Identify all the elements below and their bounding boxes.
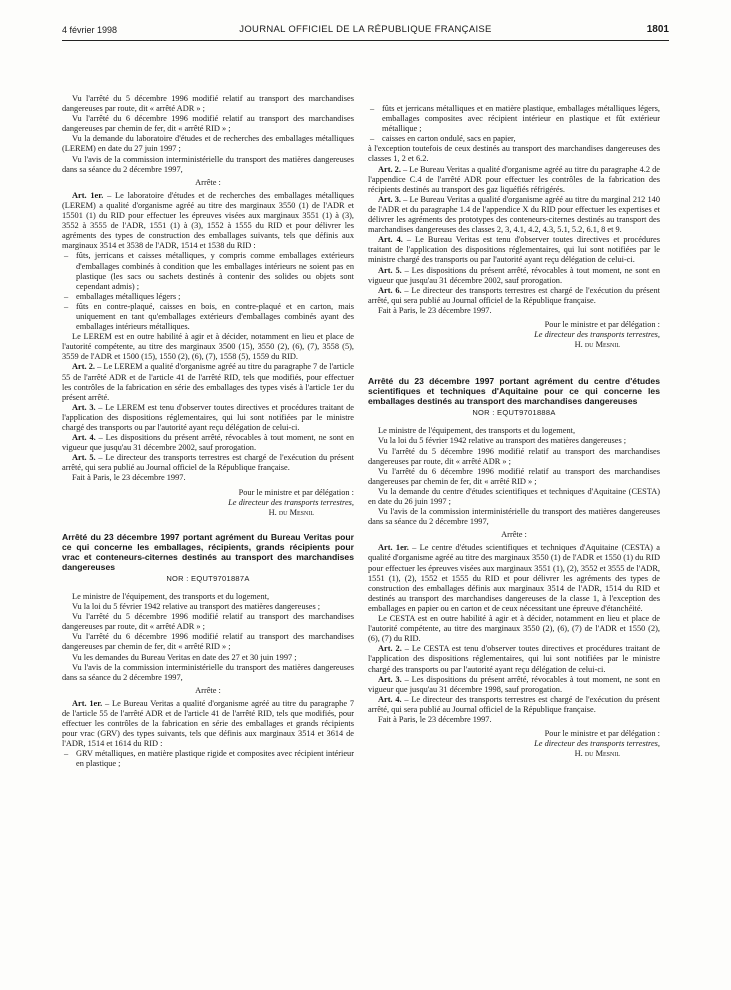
- article-label: Art. 3.: [378, 194, 401, 204]
- article-1: Art. 1er. – Le laboratoire d'études et de recherches des emballages métalliques (LEREM) a qualité d'organisme agréé au titre des marginaux 3550 (1) de l'ADR et 15501 (1) du RID pour effectuer les épreuves visées aux marginaux 3551 (1) à (3), 3552 à 3555 de l'ADR, 1551 (1) à (3), 1552 à 1555 du RID et pour délivrer les agréments des types de construction des emballages suivants, tels que définis aux marginaux 3514 et 3538 de l'ADR, 1514 et 1538 du RID :: [62, 190, 355, 251]
- article-label: Art. 5.: [72, 453, 96, 463]
- article-label: Art. 3.: [72, 402, 96, 412]
- nor-reference: NOR : EQUT9701888A: [472, 408, 556, 418]
- visa: Vu l'arrêté du 5 décembre 1996 modifié relatif au transport des marchandises dangereuses par route, dit « arrêté ADR » ;: [62, 94, 354, 114]
- right-column: [368, 104, 660, 759]
- article-label: Art. 2.: [72, 362, 95, 372]
- list-item: – fûts et jerricans métalliques et en matière plastique, emballages métalliques légers, emballages composites avec récipient intérieur en plastique et fût extérieur métallique ;: [368, 104, 660, 134]
- visa: Vu la demande du centre d'études scientifiques et techniques d'Aquitaine (CESTA) en date du 26 juin 1997 ;: [368, 486, 660, 506]
- decree-title: Arrêté du 23 décembre 1997 portant agrément du Bureau Veritas pour ce qui concerne les emballages, récipients, grands récipients pour vrac et conteneurs-citernes destinés au transport des marchandises dangereuses: [62, 531, 354, 572]
- packaging-list: [62, 251, 354, 332]
- preamble: Le ministre de l'équipement, des transports et du logement,: [378, 426, 576, 436]
- visa: Vu l'avis de la commission interministérielle du transport des matières dangereuses dans sa séance du 2 décembre 1997,: [62, 662, 354, 682]
- arrete-heading: Arrête :: [195, 177, 221, 187]
- article-2: Art. 2. – Le CESTA est tenu d'observer toutes directives et procédures traitant de l'application des dispositions réglementaires, qui lui sont notifiées par le ministre chargé des transports ou par l'autorité ayant reçu délégation de celui-ci.: [368, 644, 661, 674]
- fait-a-paris: Fait à Paris, le 23 décembre 1997.: [72, 473, 186, 483]
- article-6: Art. 6. – Le directeur des transports terrestres est chargé de l'exécution du présent arrêté, qui sera publié au Journal officiel de la République française.: [368, 285, 660, 305]
- article-label: Art. 1er.: [72, 698, 103, 708]
- journal-title: JOURNAL OFFICIEL DE LA RÉPUBLIQUE FRANÇAISE: [239, 24, 492, 35]
- page-header: [62, 22, 669, 38]
- preamble: Le ministre de l'équipement, des transports et du logement,: [72, 591, 270, 601]
- article-1: Art. 1er. – Le Bureau Veritas a qualité d'organisme agréé au titre du paragraphe 7 de l'article 55 de l'arrêté ADR et de l'article 41 de l'arrêté RID, tels que modifiés, pour effectuer les contrôles de la fabrication en série des emballages et grands récipients pour vrac (GRV) des types suivants, tels que définis aux marginaux 3514 et 3614 de l'ADR, 1514 et 1614 du RID :: [62, 698, 354, 749]
- article-3: Art. 3. – Le Bureau Veritas a qualité d'organisme agréé au titre du marginal 212 140 de l'ADR et du paragraphe 1.4 de l'appendice X du RID pour effectuer les expertises et délivrer les agréments des prototypes des conteneurs-citernes destinés au transport des marchandises dangereuses des classes 2, 3, 4.1, 4.2, 4.3, 5.1, 5.2, 6.1, 8 et 9.: [368, 194, 661, 235]
- header-rule: [62, 40, 669, 41]
- article-label: Art. 4.: [378, 235, 403, 245]
- visa: Vu l'arrêté du 6 décembre 1996 modifié relatif au transport des marchandises dangereuses par chemin de fer, dit « arrêté RID » ;: [62, 632, 354, 652]
- decree-title: Arrêté du 23 décembre 1997 portant agrément du centre d'études scientifiques et techniques d'Aquitaine pour ce qui concerne les emballages destinés au transport des marchandises dangereuses: [368, 376, 660, 407]
- arrete-heading: Arrête :: [195, 685, 221, 695]
- visa: Vu la demande du laboratoire d'études et de recherches des emballages métalliques (LEREM) en date du 27 juin 1997 ;: [62, 134, 354, 154]
- packaging-list: [368, 104, 660, 144]
- visa: Vu l'arrêté du 5 décembre 1996 modifié relatif au transport des marchandises dangereuses par route, dit « arrêté ADR » ;: [62, 612, 354, 632]
- article-1: Art. 1er. – Le centre d'études scientifiques et techniques d'Aquitaine (CESTA) a qualité d'organisme agréé au titre des marginaux 3550 (1) de l'ADR et 1550 (1) du RID pour effectuer les épreuves visées aux marginaux 3551 (1), (2), 3552 et 3555 de l'ADR, 1551 (1), (2), 1552 et 1555 du RID et pour délivrer les agréments des types de construction des emballages définis aux marginaux 3514 de l'ADR, 1514 du RID et destinés au transport des marchandises dangereuses de la classe 1, à l'exception des emballages en papier ou en carton et de ceux nécessitant une épreuve d'étanchéité.: [368, 543, 660, 613]
- list-item: – GRV métalliques, en matière plastique rigide et composites avec récipient intérieur en plastique ;: [62, 749, 354, 769]
- visa: Vu l'arrêté du 6 décembre 1996 modifié relatif au transport des marchandises dangereuses par chemin de fer, dit « arrêté RID » ;: [62, 114, 354, 134]
- list-item: – caisses en carton ondulé, sacs en papier,: [368, 134, 660, 144]
- article-3: Art. 3. – Les dispositions du présent arrêté, révocables à tout moment, ne sont en vigueur que jusqu'au 31 décembre 1998, sauf prorogation.: [368, 674, 660, 694]
- article-2: Art. 2. – Le LEREM a qualité d'organisme agréé au titre du paragraphe 7 de l'article 55 de l'arrêté ADR et de l'article 41 de l'arrêté RID, tels que modifiés, pour effectuer les contrôles de la fabrication en série des emballages des types visés à l'article 1er du présent arrêté.: [62, 362, 355, 402]
- article-5: Art. 5. – Le directeur des transports terrestres est chargé de l'exécution du présent arrêté, qui sera publié au Journal officiel de la République française.: [62, 453, 354, 473]
- article-label: Art. 1er.: [378, 543, 409, 553]
- visa: Vu la loi du 5 février 1942 relative au transport des matières dangereuses ;: [72, 602, 321, 612]
- visa: Vu l'arrêté du 6 décembre 1996 modifié relatif au transport des marchandises dangereuses par chemin de fer, dit « arrêté RID » ;: [368, 466, 660, 486]
- article-label: Art. 2.: [378, 644, 402, 654]
- list-item: – fûts, jerricans et caisses métalliques, y compris comme emballages extérieurs d'emballages combinés à condition que les emballages intérieurs ne soient pas en plastique (les sacs ou sachets destinés à contenir des solides ou objets sont cependant admis) ;: [62, 251, 354, 291]
- lerem-paragraph: Le LEREM est en outre habilité à agir et à décider, notamment en lieu et place de l'autorité compétente, au titre des marginaux 3500 (15), 3550 (2), (6), (7), 3558 (5), 3559 de l'ADR et 1500 (15), 1550 (2), (6), (7), 1558 (5), 1559 du RID.: [62, 332, 354, 362]
- article-4: Art. 4. – Les dispositions du présent arrêté, révocables à tout moment, ne sont en vigueur que jusqu'au 31 décembre 2002, sauf prorogation.: [62, 433, 354, 453]
- article-5: Art. 5. – Les dispositions du présent arrêté, révocables à tout moment, ne sont en vigueur que jusqu'au 31 décembre 2002, sauf prorogation.: [368, 265, 660, 285]
- issue-date: 4 février 1998: [62, 25, 118, 35]
- arrete-heading: Arrête :: [501, 530, 527, 540]
- article-label: Art. 4.: [378, 694, 402, 704]
- signature-block: Pour le ministre et par délégation : Le directeur des transports terrestres, H. du Mesnil: [534, 319, 660, 350]
- page-number: 1801: [646, 24, 669, 35]
- visa: Vu l'arrêté du 5 décembre 1996 modifié relatif au transport des marchandises dangereuses par route, dit « arrêté ADR » ;: [368, 446, 660, 466]
- fait-a-paris: Fait à Paris, le 23 décembre 1997.: [378, 714, 492, 724]
- article-4: Art. 4. – Le directeur des transports terrestres est chargé de l'exécution du présent arrêté, qui sera publié au Journal officiel de la République française.: [368, 694, 660, 714]
- fait-a-paris: Fait à Paris, le 23 décembre 1997.: [378, 305, 492, 315]
- visa: Vu les demandes du Bureau Veritas en date des 27 et 30 juin 1997 ;: [72, 652, 297, 662]
- list-item: – emballages métalliques légers ;: [62, 292, 354, 302]
- article-3: Art. 3. – Le LEREM est tenu d'observer toutes directives et procédures traitant de l'application des dispositions réglementaires, qui lui sont notifiées par le ministre chargé des transports ou par l'autorité ayant reçu délégation de celui-ci.: [62, 402, 354, 432]
- visa: Vu l'avis de la commission interministérielle du transport des matières dangereuses dans sa séance du 2 décembre 1997,: [368, 507, 660, 527]
- article-label: Art. 5.: [378, 265, 402, 275]
- visa: Vu la loi du 5 février 1942 relative au transport des matières dangereuses ;: [378, 436, 627, 446]
- left-column: [62, 94, 354, 770]
- nor-reference: NOR : EQUT9701887A: [166, 573, 250, 583]
- article-label: Art. 1er.: [72, 190, 104, 200]
- article-2: Art. 2. – Le Bureau Veritas a qualité d'organisme agréé au titre du paragraphe 4.2 de l'appendice C.4 de l'arrêté ADR pour effectuer les contrôles de la fabrication des récipients destinés au transport des gaz liquéfiés réfrigérés.: [368, 164, 660, 194]
- cesta-paragraph: Le CESTA est en outre habilité à agir et à décider, notamment en lieu et place de l'autorité compétente, au titre des marginaux 3550 (2), (6), (7) de l'ADR et 1550 (2), (6), (7) du RID.: [368, 614, 660, 644]
- signature-block: Pour le ministre et par délégation : Le directeur des transports terrestres, H. du Mesnil: [534, 729, 660, 759]
- article-label: Art. 4.: [72, 433, 96, 443]
- exception-note: à l'exception toutefois de ceux destinés au transport des marchandises dangereuses des classes 1, 2 et 6.2.: [368, 144, 660, 164]
- article-label: Art. 3.: [378, 674, 402, 684]
- article-4: Art. 4. – Le Bureau Veritas est tenu d'observer toutes directives et procédures traitant de l'application des dispositions réglementaires, qui lui sont notifiées par le ministre chargé des transports ou par l'autorité ayant reçu délégation de celui-ci.: [368, 235, 660, 265]
- packaging-list: [62, 749, 354, 769]
- article-label: Art. 6.: [378, 285, 402, 295]
- list-item: – fûts en contre-plaqué, caisses en bois, en contre-plaqué et en carton, mais uniquement en tant qu'emballages extérieurs d'emballages combinés ayant des emballages intérieurs métalliques.: [62, 302, 354, 332]
- article-label: Art. 2.: [378, 164, 401, 174]
- signature-block: Pour le ministre et par délégation : Le directeur des transports terrestres, H. du Mesnil: [228, 487, 354, 517]
- visa: Vu l'avis de la commission interministérielle du transport des matières dangereuses dans sa séance du 2 décembre 1997,: [62, 154, 354, 174]
